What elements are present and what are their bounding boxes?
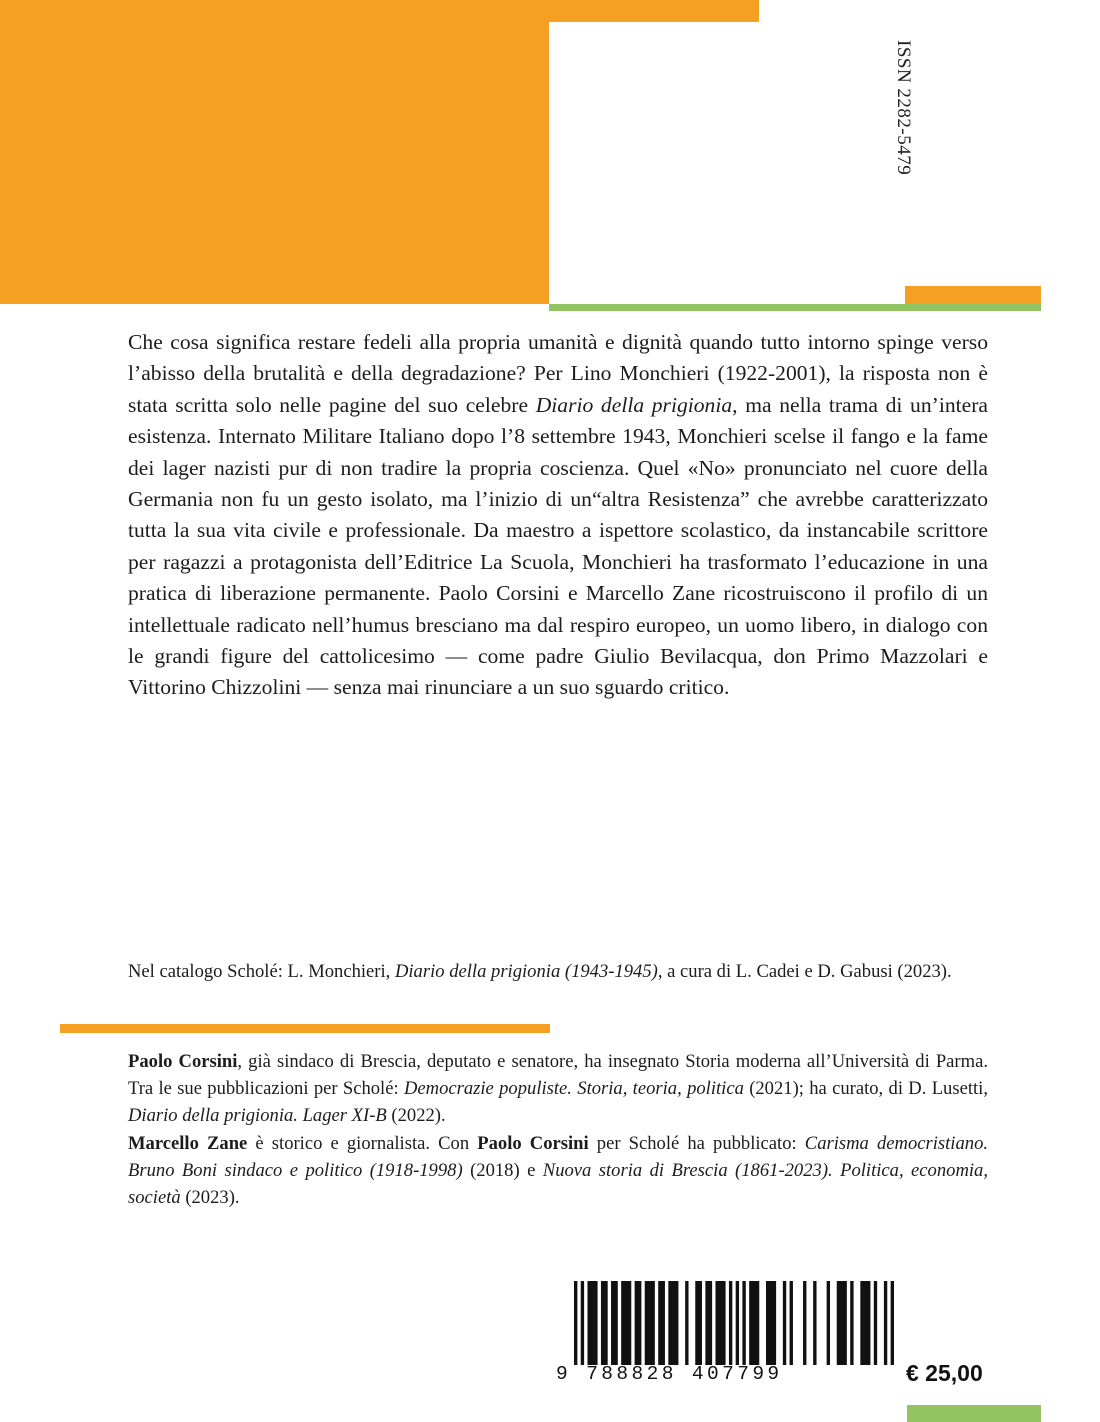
barcode-bar bbox=[587, 1281, 597, 1365]
orange-rule-middle bbox=[60, 1024, 550, 1033]
catalog-note bbox=[128, 958, 988, 986]
author-name: Paolo Corsini bbox=[128, 1051, 238, 1072]
barcode-bar bbox=[891, 1281, 894, 1365]
blurb-book-title: Diario della prigionia bbox=[535, 392, 733, 417]
bio-text: (2023). bbox=[180, 1187, 240, 1209]
barcode-bar bbox=[668, 1281, 678, 1365]
green-block-bottom bbox=[907, 1405, 1041, 1422]
barcode-bar bbox=[574, 1281, 577, 1365]
barcode-bar bbox=[837, 1281, 847, 1365]
barcode-bar bbox=[645, 1281, 655, 1365]
barcode-bar bbox=[803, 1281, 806, 1365]
barcode-bar bbox=[695, 1281, 702, 1365]
barcode-bars bbox=[570, 1281, 900, 1365]
barcode-bar bbox=[581, 1281, 584, 1365]
barcode-bar bbox=[729, 1281, 732, 1365]
barcode-bar bbox=[766, 1281, 776, 1365]
orange-block-main bbox=[0, 0, 549, 304]
bio-text: , già sindaco di Brescia, deputato e senatore, ha insegnato Storia moderna all’Università di Parma. Tra le sue pubblicazioni per Scholé: bbox=[128, 1051, 988, 1100]
green-rule-top bbox=[549, 304, 1041, 311]
bio-book-title: Nuova storia di Brescia (1861-2023). Politica, economia, società bbox=[128, 1160, 988, 1209]
issn-label: ISSN 2282-5479 bbox=[893, 40, 914, 176]
barcode-bar bbox=[850, 1281, 853, 1365]
author-bio-zane bbox=[128, 1130, 988, 1212]
author-name: Paolo Corsini bbox=[477, 1133, 589, 1154]
author-name: Marcello Zane bbox=[128, 1133, 248, 1154]
bio-book-title: Carisma democristiano. Bruno Boni sindaco e politico (1918-1998) bbox=[128, 1133, 989, 1182]
barcode-bar bbox=[705, 1281, 712, 1365]
barcode-bar bbox=[827, 1281, 830, 1365]
isbn-barcode bbox=[556, 1281, 908, 1389]
bio-text: è storico e giornalista. Con bbox=[247, 1133, 478, 1154]
barcode-bar bbox=[685, 1281, 688, 1365]
catalog-title: Diario della prigionia (1943-1945) bbox=[394, 961, 658, 982]
barcode-bar bbox=[783, 1281, 786, 1365]
catalog-suffix: , a cura di L. Cadei e D. Gabusi (2023). bbox=[657, 961, 952, 982]
barcode-bar bbox=[715, 1281, 725, 1365]
isbn-number: 9 788828 407799 bbox=[556, 1363, 783, 1385]
barcode-bar bbox=[601, 1281, 608, 1365]
bio-book-title: Democrazie populiste. Storia, teoria, politica bbox=[403, 1078, 744, 1100]
bio-book-title: Diario della prigionia. Lager XI-B bbox=[128, 1105, 387, 1127]
barcode-bar bbox=[860, 1281, 870, 1365]
barcode-bar bbox=[736, 1281, 739, 1365]
price-label: € 25,00 bbox=[906, 1360, 983, 1386]
barcode-bar bbox=[658, 1281, 665, 1365]
barcode-bar bbox=[635, 1281, 642, 1365]
bio-text: (2022). bbox=[386, 1105, 446, 1127]
barcode-bar bbox=[813, 1281, 816, 1365]
orange-block-top bbox=[549, 0, 759, 22]
bio-text: (2021); ha curato, di D. Lusetti, bbox=[743, 1078, 988, 1100]
bio-text: per Scholé ha pubblicato: bbox=[588, 1133, 805, 1154]
blurb-part-1: Che cosa significa restare fedeli alla propria umanità e dignità quando tutto intorno spinge verso l’abisso della brutalità e della degradazione? Per Lino Monchieri (1922-2001), la risposta non è stata scritta solo nelle pagine del suo celebre bbox=[128, 330, 988, 417]
blurb-part-2: , ma nella trama di un’intera esistenza. Internato Militare Italiano dopo l’8 settembre 1943, Monchieri scelse il fango e la fame dei lager nazisti pur di non tradire la propria coscienza. Quel «No» pronunciato nel cuore della Germania non fu un gesto isolato, ma l’inizio di un“altra Resistenza” che avrebbe caratterizzato tutta la sua vita civile e professionale. Da maestro a ispettore scolastico, da instancabile scrittore per ragazzi a protagonista dell’Editrice La Scuola, Monchieri ha trasformato l’educazione in una pratica di liberazione permanente. Paolo Corsini e Marcello Zane ricostruiscono il profilo di un intellettuale radicato nell’humus bresciano ma dal respiro europeo, un uomo libero, in dialogo con le grandi figure del cattolicesimo — come padre Giulio Bevilacqua, don Primo Mazzolari e Vittorino Chizzolini — senza mai rinunciare a un suo sguardo critico. bbox=[128, 392, 989, 700]
barcode-bar bbox=[749, 1281, 759, 1365]
orange-block-right bbox=[905, 286, 1041, 304]
barcode-bar bbox=[874, 1281, 877, 1365]
back-cover-blurb bbox=[128, 327, 988, 704]
barcode-bar bbox=[742, 1281, 745, 1365]
barcode-bar bbox=[790, 1281, 793, 1365]
catalog-prefix: Nel catalogo Scholé: L. Monchieri, bbox=[128, 961, 395, 982]
barcode-bar bbox=[621, 1281, 631, 1365]
barcode-bar bbox=[611, 1281, 618, 1365]
barcode-bar bbox=[884, 1281, 887, 1365]
bio-text: (2018) e bbox=[462, 1160, 543, 1182]
author-bio-corsini bbox=[128, 1048, 988, 1130]
